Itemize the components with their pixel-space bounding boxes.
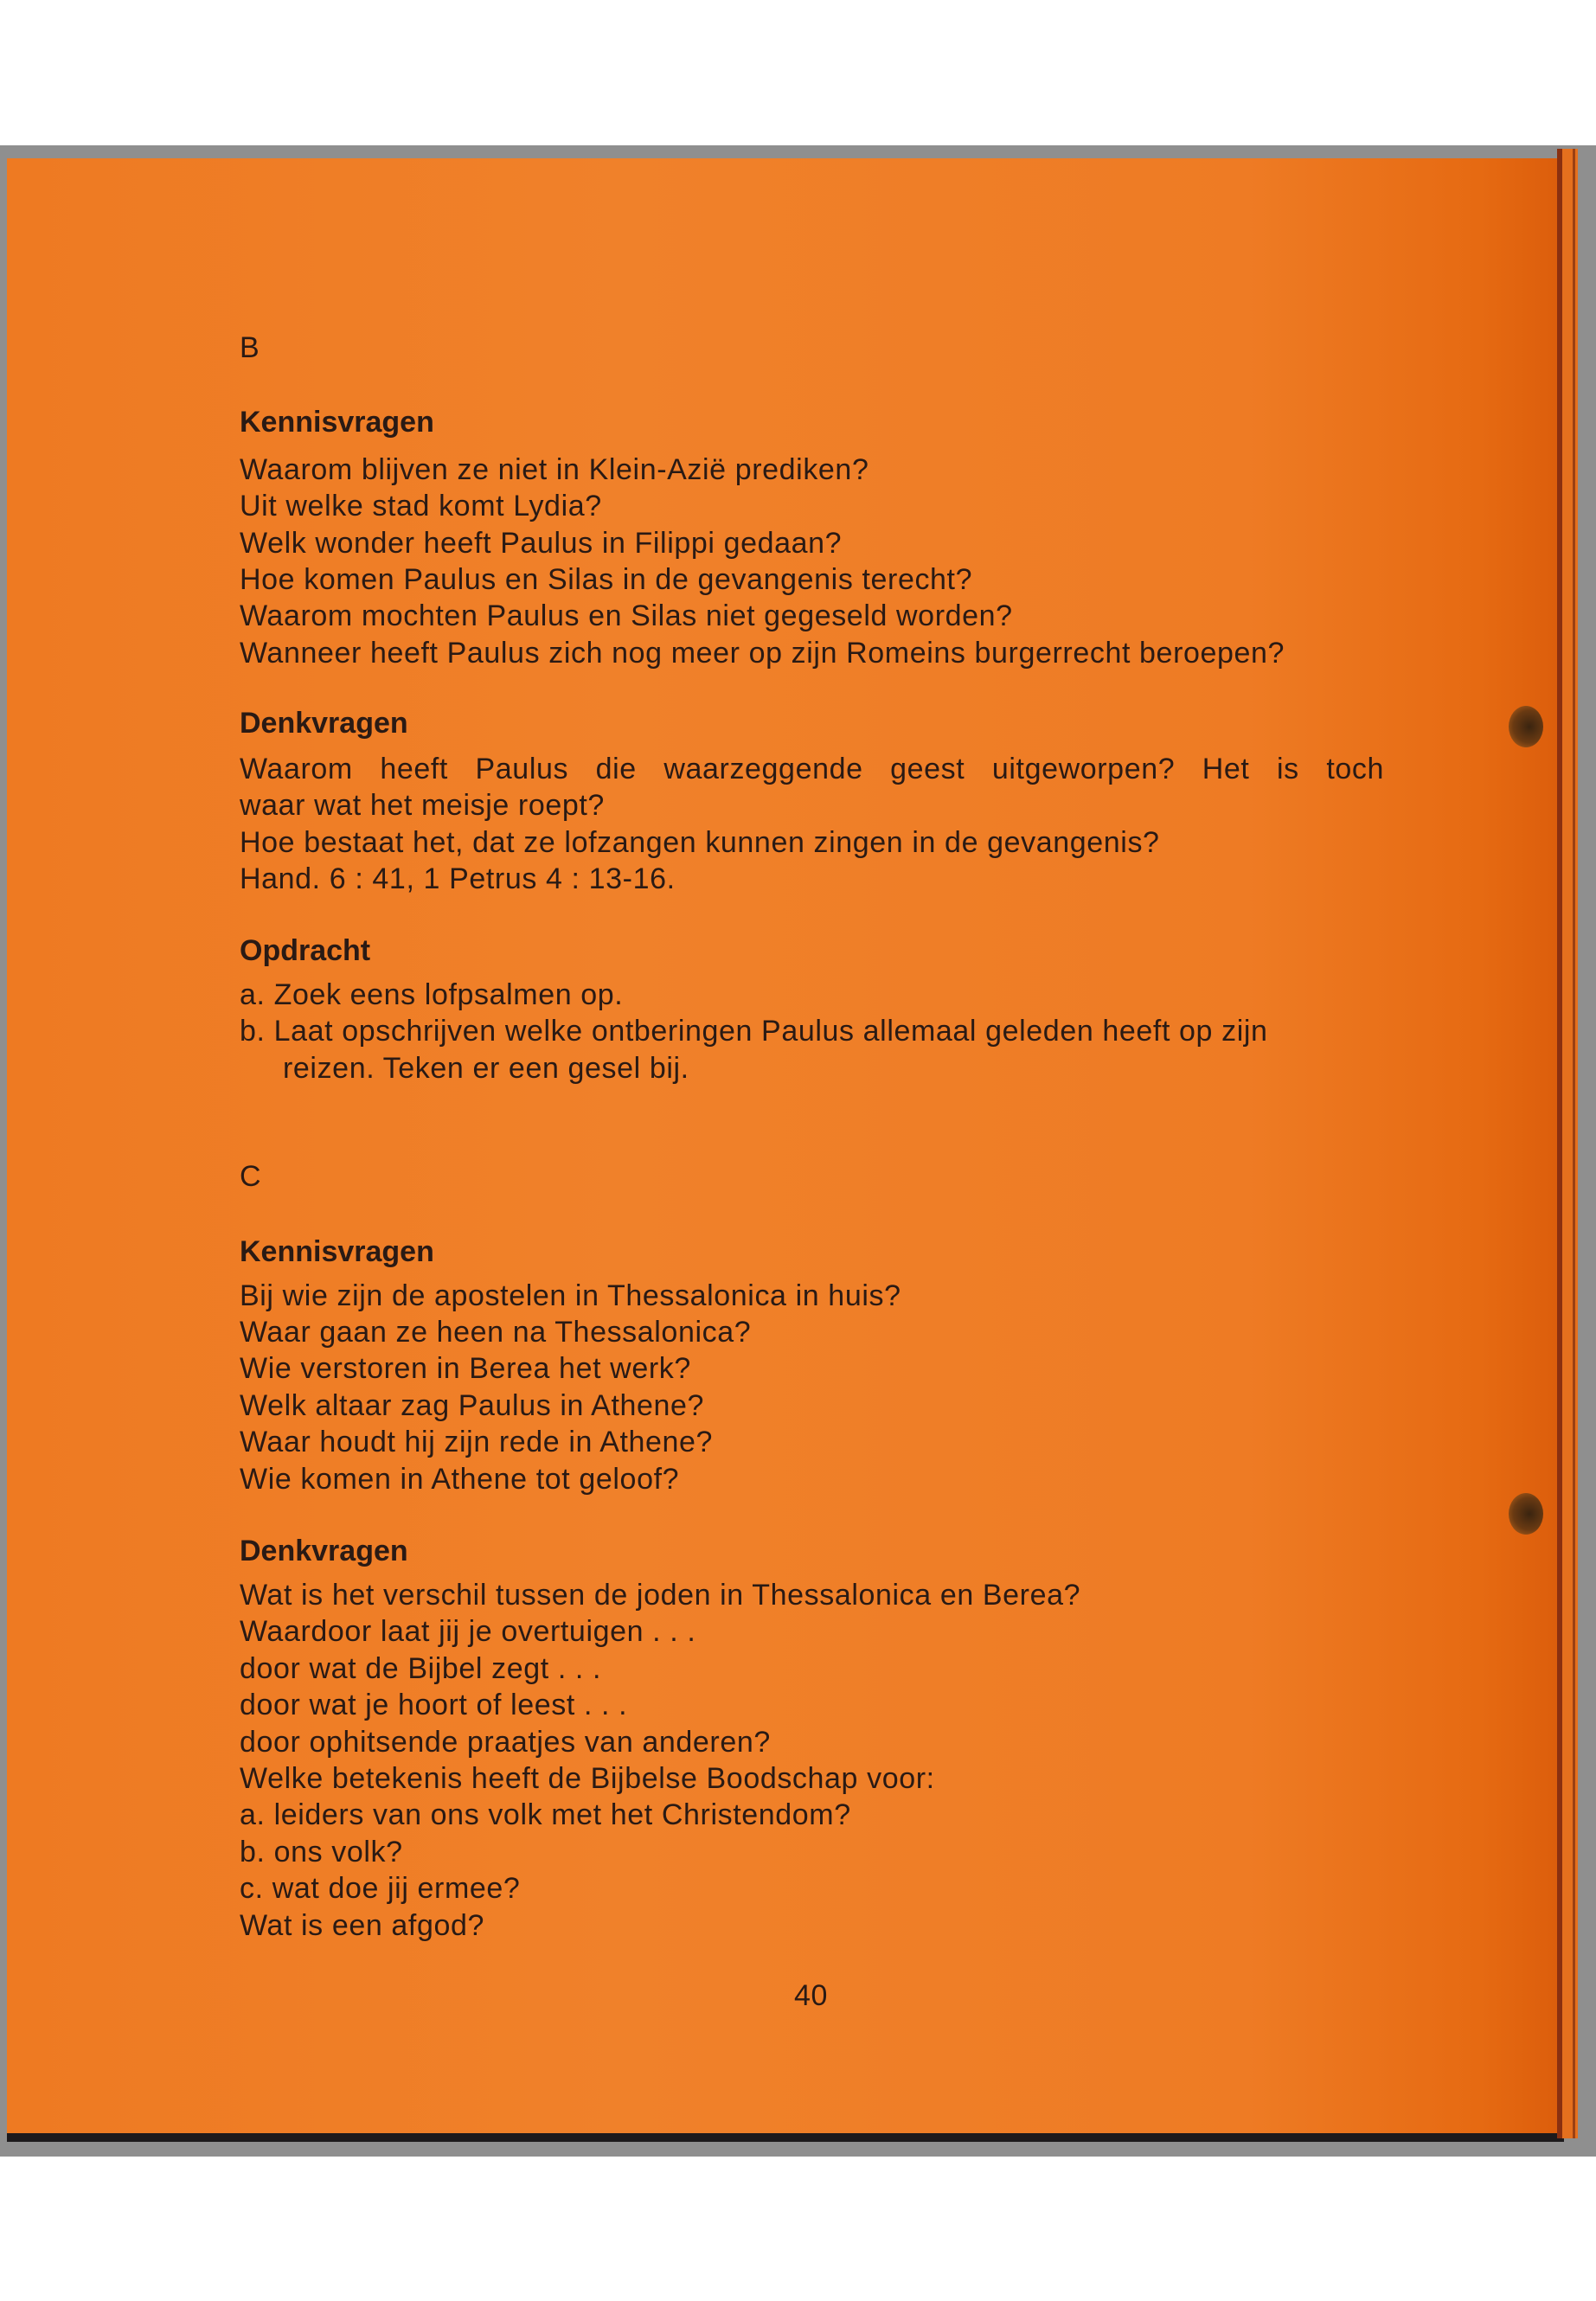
question-line: Waarom mochten Paulus en Silas niet gegeseld worden? [240, 599, 1013, 632]
assignment-line: reizen. Teken er een gesel bij. [283, 1052, 689, 1085]
question-line: Waar houdt hij zijn rede in Athene? [240, 1426, 714, 1458]
section-heading: Kennisvragen [240, 406, 434, 439]
question-line: door wat je hoort of leest . . . [240, 1689, 628, 1721]
question-line: b. ons volk? [240, 1836, 403, 1868]
question-line: c. wat doe jij ermee? [240, 1872, 521, 1905]
question-line: Wie verstoren in Berea het werk? [240, 1352, 691, 1385]
question-line: Wat is het verschil tussen de joden in Thessalonica en Berea? [240, 1579, 1081, 1612]
question-line: Hoe bestaat het, dat ze lofzangen kunnen zingen in de gevangenis? [240, 826, 1160, 859]
question-line: Wanneer heeft Paulus zich nog meer op zijn Romeins burgerrecht beroepen? [240, 637, 1285, 670]
question-line: Bij wie zijn de apostelen in Thessalonica in huis? [240, 1279, 901, 1312]
binding-strip [1562, 149, 1578, 2138]
question-line: waar wat het meisje roept? [240, 789, 605, 822]
assignment-line: b. Laat opschrijven welke ontberingen Paulus allemaal geleden heeft op zijn [240, 1015, 1268, 1048]
question-line: Uit welke stad komt Lydia? [240, 490, 602, 522]
question-line: Welke betekenis heeft de Bijbelse Boodschap voor: [240, 1762, 935, 1795]
question-line: Hoe komen Paulus en Silas in de gevangenis terecht? [240, 563, 973, 596]
question-line: Waardoor laat jij je overtuigen . . . [240, 1615, 696, 1648]
question-line: Welk altaar zag Paulus in Athene? [240, 1389, 705, 1422]
assignment-line: a. Zoek eens lofpsalmen op. [240, 978, 624, 1011]
question-line: Hand. 6 : 41, 1 Petrus 4 : 13-16. [240, 862, 676, 895]
section-heading: Denkvragen [240, 1535, 408, 1567]
page-bottom-shadow [7, 2133, 1564, 2142]
question-line: Waarom heeft Paulus die waarzeggende geest uitgeworpen? Het is toch [240, 753, 1384, 785]
question-line: Wat is een afgod? [240, 1909, 484, 1942]
question-line: door ophitsende praatjes van anderen? [240, 1726, 771, 1759]
binding-line [1573, 149, 1575, 2138]
section-heading: Denkvragen [240, 707, 408, 740]
page-number: 40 [794, 1979, 829, 2012]
section-letter: B [240, 331, 260, 364]
question-line: Wie komen in Athene tot geloof? [240, 1463, 680, 1496]
punch-hole-icon [1509, 706, 1543, 747]
question-line: a. leiders van ons volk met het Christendom? [240, 1798, 851, 1831]
punch-hole-icon [1509, 1493, 1543, 1535]
section-letter: C [240, 1160, 262, 1193]
section-heading: Kennisvragen [240, 1235, 434, 1268]
section-heading: Opdracht [240, 934, 371, 967]
question-line: Waar gaan ze heen na Thessalonica? [240, 1316, 752, 1349]
question-line: door wat de Bijbel zegt . . . [240, 1652, 602, 1685]
question-line: Welk wonder heeft Paulus in Filippi gedaan? [240, 527, 843, 560]
question-line: Waarom blijven ze niet in Klein-Azië prediken? [240, 453, 869, 486]
